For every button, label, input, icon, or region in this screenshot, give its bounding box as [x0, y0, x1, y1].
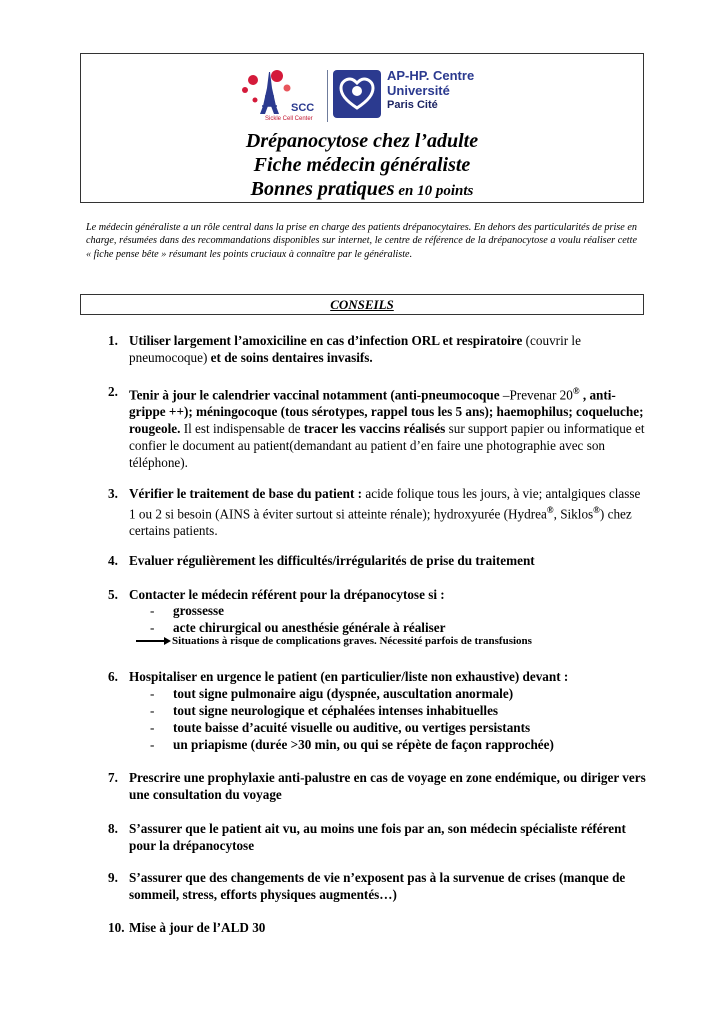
item-text-bold: S’assurer que le patient ait vu, au moins une fois par an, son médecin spécialiste référent pour la drépanocytose [129, 821, 626, 853]
item-number: 10. [108, 920, 125, 935]
aphp-logo-line2: Université [387, 83, 450, 98]
item-number: 3. [108, 486, 118, 501]
item-number: 8. [108, 821, 118, 836]
title-line-3 [81, 178, 643, 201]
list-item-10 [108, 919, 648, 936]
item-text-bold: Utiliser largement l’amoxiciline en cas d’infection ORL et respiratoire [129, 333, 523, 348]
list-item-3 [108, 485, 648, 539]
arrow-note [136, 635, 532, 647]
list-item-2 [108, 383, 648, 471]
list-item-5 [108, 586, 648, 603]
logos [241, 66, 491, 122]
item-number: 5. [108, 587, 118, 602]
title-line-3-small: en 10 points [394, 183, 474, 199]
aphp-heart-logo-icon [333, 70, 381, 118]
item-text: –Prevenar 20 [502, 387, 573, 403]
list-item-4 [108, 552, 648, 569]
item-text-bold: Hospitaliser en urgence le patient (en particulier/liste non exhaustive) devant : [129, 669, 569, 684]
list-item-6 [108, 668, 648, 685]
item-number: 1. [108, 333, 118, 348]
aphp-logo-line3: Paris Cité [387, 99, 438, 111]
item-text-bold: Mise à jour de l’ALD 30 [129, 920, 266, 935]
item-text-bold: et de soins dentaires invasifs. [210, 350, 373, 365]
item-number: 7. [108, 770, 118, 785]
title-line-3-main: Bonnes pratiques [250, 178, 395, 200]
item-number: 6. [108, 669, 118, 684]
sub-item: - grossesse [150, 603, 225, 618]
registered-mark: ® [546, 505, 554, 515]
item-text: (couvrir le pneumocoque) [129, 333, 581, 365]
item-text-bold: tracer les vaccins réalisés [303, 421, 446, 437]
list-item-1 [108, 332, 648, 366]
intro-paragraph: Le médecin généraliste a un rôle central dans la prise en charge des patients drépanocytaires. En dehors des particularités de prise en charge, résumées dans des recommandations disponibles sur internet, le centre de référence de la drépanocytose a voulu réaliser cette « fiche pense bête » résumant les points cruciaux à connaître par le généraliste. [86, 222, 637, 260]
list-item-8 [108, 820, 648, 854]
item-text-bold: Contacter le médecin référent pour la drépanocytose si : [129, 587, 445, 602]
title-line-1: Drépanocytose chez l’adulte [245, 130, 479, 152]
list-item-9 [108, 869, 648, 903]
item-text: Il est indispensable de [180, 421, 304, 437]
item-text-bold: S’assurer que des changements de vie n’exposent pas à la survenue de crises (manque de sommeil, stress, efforts physiques augmentés…) [129, 870, 626, 902]
section-title: CONSEILS [80, 294, 644, 315]
item-text: sur support papier ou informatique et confier le document au patient(demandant au patient d’en faire une photographie avec son téléphone). [129, 421, 645, 471]
item-number: 4. [108, 553, 118, 568]
item-text-bold: Evaluer régulièrement les difficultés/irrégularités de prise du traitement [129, 553, 535, 568]
list-item-7 [108, 769, 648, 803]
scc-logo-subtitle: Sickle Cell Center [265, 116, 313, 122]
sub-item: - tout signe neurologique et céphalées intenses inhabituelles [150, 703, 499, 718]
registered-mark: ® [572, 386, 580, 396]
sub-item-text: tout signe pulmonaire aigu (dyspnée, auscultation anormale) [173, 686, 514, 701]
registered-mark: ® [593, 505, 600, 515]
item-text-bold: Prescrire une prophylaxie anti-palustre en cas de voyage en zone endémique, ou diriger vers une consultation du voyage [129, 770, 646, 802]
sub-item-text: toute baisse d’acuité visuelle ou auditive, ou vertiges persistants [173, 720, 531, 735]
sub-item-text: tout signe neurologique et céphalées intenses inhabituelles [173, 703, 499, 718]
sub-item-text: grossesse [173, 603, 225, 618]
scc-logo-text: SCC [291, 102, 315, 114]
sub-item: - toute baisse d’acuité visuelle ou auditive, ou vertiges persistants [150, 720, 531, 735]
aphp-logo-line1: AP-HP. Centre [387, 68, 475, 83]
header-box [80, 53, 644, 203]
sub-item-text: un priapisme (durée >30 min, ou qui se répète de façon rapprochée) [173, 737, 554, 752]
item-text: , Siklos [553, 506, 594, 522]
arrow-right-icon [136, 636, 172, 646]
item-text: ) chez certains patients. [129, 506, 632, 539]
logo-divider [327, 70, 328, 122]
sub-item: - tout signe pulmonaire aigu (dyspnée, auscultation anormale) [150, 686, 514, 701]
item-text-bold: , anti-grippe ++); méningocoque (tous sérotypes, rappel tous les 5 ans); haemophilus; coqueluche; rougeole. [129, 387, 644, 437]
sub-item: - acte chirurgical ou anesthésie générale à réaliser [150, 620, 446, 635]
sub-item: - un priapisme (durée >30 min, ou qui se répète de façon rapprochée) [150, 737, 554, 752]
item-text: acide folique tous les jours, à vie; antalgiques classe 1 ou 2 si besoin (AINS à éviter surtout si atteinte rénale); hydroxyurée (Hydrea [129, 486, 641, 522]
item-text-bold: Tenir à jour le calendrier vaccinal notamment (anti-pneumocoque [129, 387, 503, 403]
item-text-bold: Vérifier le traitement de base du patient : [129, 486, 363, 501]
arrow-note-text: Situations à risque de complications graves. Nécessité parfois de transfusions [172, 635, 532, 647]
item-number: 9. [108, 870, 118, 885]
item-number: 2. [108, 384, 118, 399]
sub-item-text: acte chirurgical ou anesthésie générale à réaliser [173, 620, 446, 635]
title-line-2: Fiche médecin généraliste [253, 154, 471, 176]
